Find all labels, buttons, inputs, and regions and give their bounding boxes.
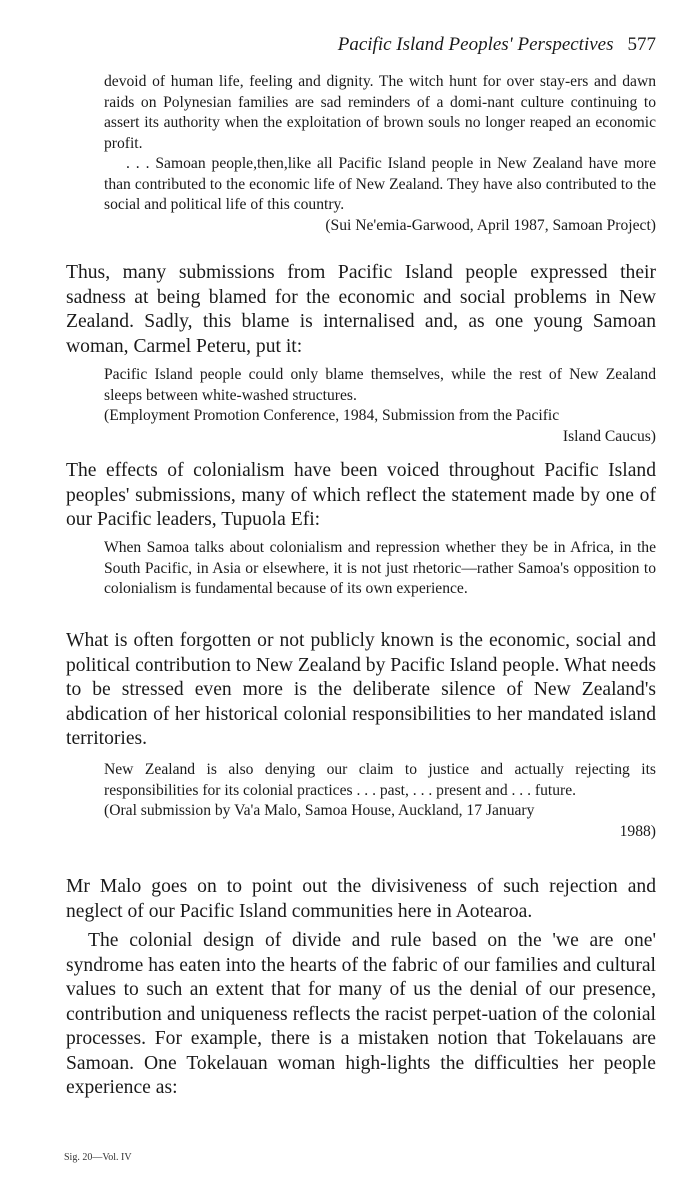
running-head xyxy=(338,34,656,56)
body-paragraph-3: What is often forgotten or not publicly known is the economic, social and political contribution to New Zealand by Pacific Island people. What needs to be stressed even more is the deliberate silence of New Zealand's abdication of her historical colonial responsibilities to her mandated island territories. xyxy=(66,630,656,749)
body-paragraph-4: Mr Malo goes on to point out the divisiveness of such rejection and neglect of our Pacific Island communities here in Aotearoa. xyxy=(66,876,656,922)
page-number: 577 xyxy=(627,34,656,55)
body-paragraph-5-wrap xyxy=(66,929,656,1101)
block-quote-1 xyxy=(104,72,656,236)
body-paragraph-2: The effects of colonialism have been voiced throughout Pacific Island peoples' submissions, many of which reflect the statement made by one of our Pacific leaders, Tupuola Efi: xyxy=(66,460,656,530)
quote-4-attribution-line-1: (Oral submission by Va'a Malo, Samoa House, Auckland, 17 January xyxy=(104,802,535,819)
body-paragraph-3-wrap xyxy=(66,629,656,752)
quote-4-paragraph-1: New Zealand is also denying our claim to justice and actually rejecting its responsibilities for its colonial practices . . . past, . . . present and . . . future. xyxy=(104,761,656,799)
quote-2-paragraph-1: Pacific Island people could only blame themselves, while the rest of New Zealand sleeps between white-washed structures. xyxy=(104,366,656,404)
quote-1-paragraph-1: devoid of human life, feeling and dignity. The witch hunt for over stay-ers and dawn raids on Polynesian families are sad reminders of a domi-nant culture continuing to assert its authority when the exploitation of brown souls no longer reaped an economic profit. xyxy=(104,73,656,152)
signature-mark: Sig. 20—Vol. IV xyxy=(64,1152,132,1163)
quote-1-attribution: (Sui Ne'emia-Garwood, April 1987, Samoan Project) xyxy=(325,216,656,234)
block-quote-3 xyxy=(104,538,656,600)
body-paragraph-5: The colonial design of divide and rule based on the 'we are one' syndrome has eaten into the hearts of the fabric of our families and cultural values to such an extent that for many of us the denial of our presence, contribution and uniqueness reflects the racist perpet-uation of the colonial processes. For example, there is a mistaken notion that Tokelauans are Samoan. One Tokelauan woman high-lights the difficulties her people experience as: xyxy=(66,930,656,1098)
quote-4-attribution-line-2: 1988) xyxy=(619,822,656,840)
body-paragraph-1-wrap xyxy=(66,261,656,359)
body-paragraph-4-wrap xyxy=(66,875,656,924)
quote-2-attribution-line-2: Island Caucus) xyxy=(562,427,656,445)
quote-2-attribution-line-1: (Employment Promotion Conference, 1984, Submission from the Pacific xyxy=(104,407,560,424)
running-head-title: Pacific Island Peoples' Perspectives xyxy=(337,34,614,55)
body-paragraph-1: Thus, many submissions from Pacific Island people expressed their sadness at being blamed for the economic and social problems in New Zealand. Sadly, this blame is internalised and, as one young Samoan woman, Carmel Peteru, put it: xyxy=(66,262,656,357)
body-paragraph-2-wrap xyxy=(66,459,656,533)
block-quote-2 xyxy=(104,365,656,447)
quote-3-paragraph-1: When Samoa talks about colonialism and repression whether they be in Africa, in the South Pacific, in Asia or elsewhere, it is not just rhetoric—rather Samoa's opposition to colonialism is fundamental because of its own experience. xyxy=(104,539,656,597)
quote-1-paragraph-2: . . . Samoan people,then,like all Pacific Island people in New Zealand have more than contributed to the economic life of New Zealand. They have also contributed to the social and political life of this country. xyxy=(104,155,656,213)
block-quote-4 xyxy=(104,760,656,842)
